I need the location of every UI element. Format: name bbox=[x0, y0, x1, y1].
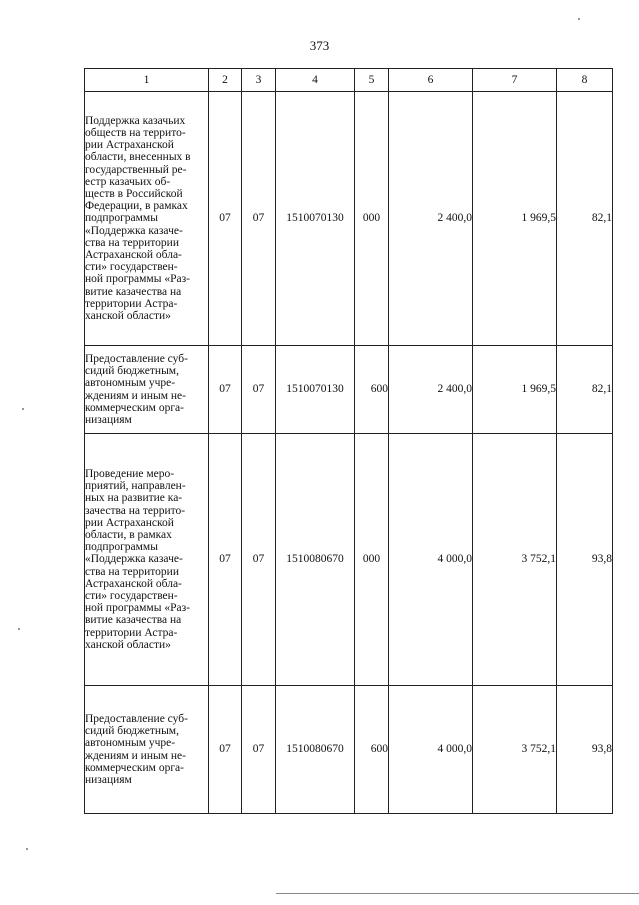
row-section: 07 bbox=[209, 434, 242, 686]
table-row bbox=[85, 346, 613, 434]
scan-speck bbox=[26, 848, 28, 850]
row-description: Проведение меро- приятий, направлен- ных на развитие ка- зачества на террито- рии Астраханской области, в рамках подпрограммы «Поддержка казаче- ства на территории Астраханской обла- сти» государствен- ной программы «Раз- витие казачества на территории Астра- ханской области» bbox=[85, 434, 209, 686]
row-actual: 3 752,1 bbox=[473, 686, 557, 814]
header-col-7: 7 bbox=[473, 69, 557, 92]
scan-speck bbox=[18, 628, 20, 630]
scan-speck bbox=[22, 408, 24, 410]
scan-speck bbox=[578, 18, 580, 20]
row-actual: 1 969,5 bbox=[473, 92, 557, 346]
row-plan: 2 400,0 bbox=[389, 92, 473, 346]
header-col-4: 4 bbox=[276, 69, 355, 92]
row-description: Поддержка казачьих обществ на террито- рии Астраханской области, внесенных в государственный ре- естр казачьих об- ществ в Российской Федерации, в рамках подпрограммы «Поддержка казаче- ства на территории Астраханской обла- сти» государствен- ной программы «Раз- витие казачества на территории Астра- ханской области» bbox=[85, 92, 209, 346]
table-row bbox=[85, 686, 613, 814]
row-percent: 82,1 bbox=[557, 92, 613, 346]
row-section: 07 bbox=[209, 346, 242, 434]
row-plan: 2 400,0 bbox=[389, 346, 473, 434]
row-target: 1510080670 bbox=[276, 434, 355, 686]
table-row bbox=[85, 92, 613, 346]
row-actual: 3 752,1 bbox=[473, 434, 557, 686]
scan-artifact-line bbox=[276, 893, 639, 894]
table-row bbox=[85, 434, 613, 686]
row-subsection: 07 bbox=[242, 92, 276, 346]
row-section: 07 bbox=[209, 92, 242, 346]
row-plan: 4 000,0 bbox=[389, 434, 473, 686]
row-expense-type: 000 bbox=[355, 92, 389, 346]
row-percent: 82,1 bbox=[557, 346, 613, 434]
row-subsection: 07 bbox=[242, 686, 276, 814]
header-col-6: 6 bbox=[389, 69, 473, 92]
row-subsection: 07 bbox=[242, 346, 276, 434]
page-number: 373 bbox=[309, 38, 330, 53]
header-col-8: 8 bbox=[557, 69, 613, 92]
row-section: 07 bbox=[209, 686, 242, 814]
header-row bbox=[85, 69, 613, 92]
row-percent: 93,8 bbox=[557, 686, 613, 814]
row-subsection: 07 bbox=[242, 434, 276, 686]
header-col-5: 5 bbox=[355, 69, 389, 92]
row-percent: 93,8 bbox=[557, 434, 613, 686]
row-expense-type: 000 bbox=[355, 434, 389, 686]
header-col-1: 1 bbox=[85, 69, 209, 92]
row-expense-type: 600 bbox=[355, 346, 389, 434]
row-description: Предоставление суб- сидий бюджетным, автономным учре- ждениям и иным не- коммерческим орга- низациям bbox=[85, 346, 209, 434]
row-target: 1510080670 bbox=[276, 686, 355, 814]
header-col-3: 3 bbox=[242, 69, 276, 92]
row-description: Предоставление суб- сидий бюджетным, автономным учре- ждениям и иным не- коммерческим орга- низациям bbox=[85, 686, 209, 814]
row-target: 1510070130 bbox=[276, 346, 355, 434]
budget-table bbox=[84, 68, 613, 814]
row-plan: 4 000,0 bbox=[389, 686, 473, 814]
header-col-2: 2 bbox=[209, 69, 242, 92]
row-target: 1510070130 bbox=[276, 92, 355, 346]
row-actual: 1 969,5 bbox=[473, 346, 557, 434]
row-expense-type: 600 bbox=[355, 686, 389, 814]
